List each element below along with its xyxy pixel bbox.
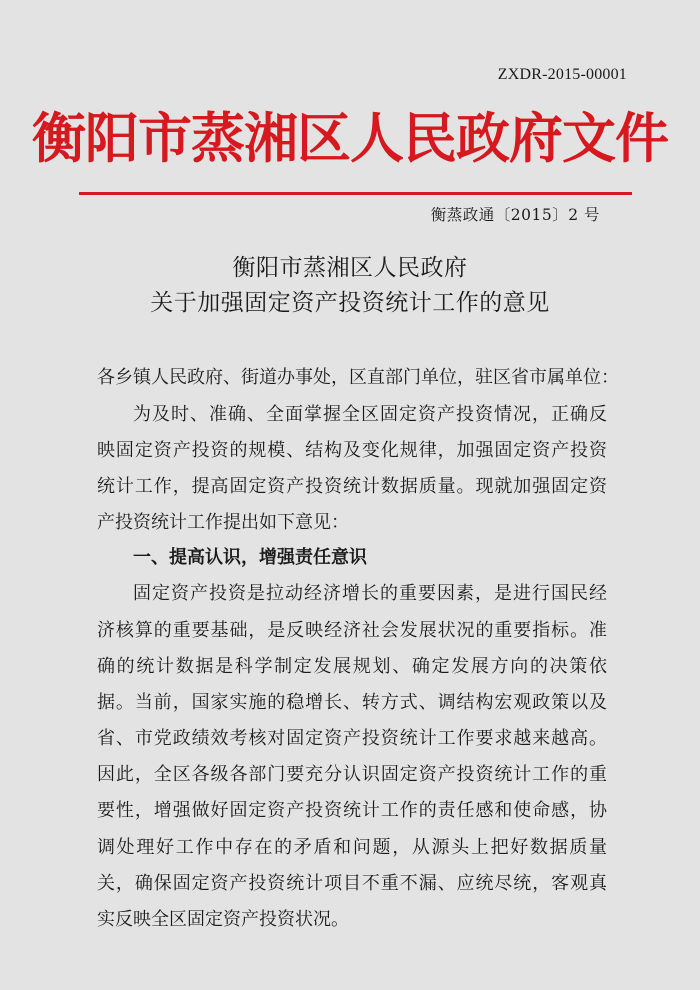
section-paragraph-line: 济核算的重要基础，是反映经济社会发展状况的重要指标。准 [97, 620, 607, 641]
section-paragraph-line: 因此，全区各级各部门要充分认识固定资产投资统计工作的重 [97, 764, 607, 785]
document-id: ZXDR-2015-00001 [497, 66, 627, 83]
addressee-line: 各乡镇人民政府、街道办事处，区直部门单位，驻区省市属单位： [97, 367, 619, 388]
section-paragraph-line: 确的统计数据是科学制定发展规划、确定发展方向的决策依 [97, 656, 607, 677]
section-paragraph-line: 要性，增强做好固定资产投资统计工作的责任感和使命感，协 [97, 800, 607, 821]
document-title-line-1: 衡阳市蒸湘区人民政府 [232, 255, 468, 281]
section-heading: 一、提高认识，增强责任意识 [133, 547, 367, 568]
intro-paragraph-line: 统计工作，提高固定资产投资统计数据质量。现就加强固定资 [97, 476, 607, 497]
document-number: 衡蒸政通〔2015〕2 号 [430, 206, 600, 224]
section-paragraph-line: 调处理好工作中存在的矛盾和问题，从源头上把好数据质量 [97, 837, 607, 858]
document-title-line-2: 关于加强固定资产投资统计工作的意见 [150, 290, 550, 316]
issuing-org-header: 衡阳市蒸湘区人民政府文件 [32, 106, 668, 170]
intro-paragraph-line: 为及时、准确、全面掌握全区固定资产投资情况，正确反 [133, 404, 607, 425]
section-paragraph-line: 固定资产投资是拉动经济增长的重要因素，是进行国民经 [133, 583, 607, 604]
red-separator-line [79, 192, 632, 195]
section-paragraph-line: 关，确保固定资产投资统计项目不重不漏、应统尽统，客观真 [97, 873, 607, 894]
section-paragraph-line: 实反映全区固定资产投资状况。 [97, 909, 349, 930]
intro-paragraph-line: 映固定资产投资的规模、结构及变化规律，加强固定资产投资 [97, 440, 607, 461]
section-paragraph-line: 据。当前，国家实施的稳增长、转方式、调结构宏观政策以及 [97, 692, 607, 713]
intro-paragraph-line: 产投资统计工作提出如下意见： [97, 512, 349, 533]
section-paragraph-line: 省、市党政绩效考核对固定资产投资统计工作要求越来越高。 [97, 728, 607, 749]
